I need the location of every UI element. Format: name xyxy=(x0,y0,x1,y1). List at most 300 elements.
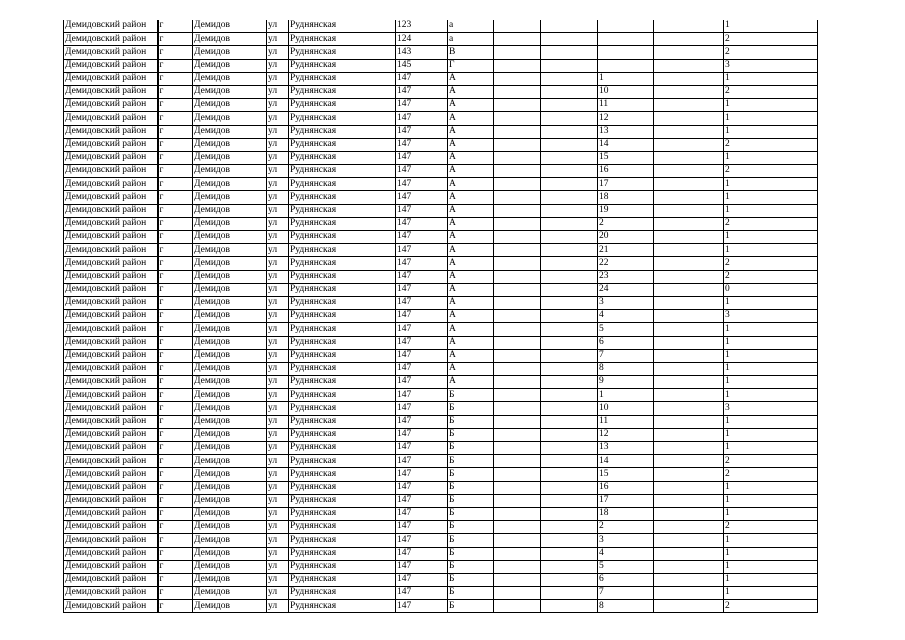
block-cell xyxy=(541,600,598,613)
street-cell: Руднянская xyxy=(289,494,396,507)
block-cell xyxy=(541,257,598,270)
structure-cell xyxy=(494,72,541,85)
table-row xyxy=(64,151,818,164)
table-row xyxy=(64,72,818,85)
district-cell: Демидовский район xyxy=(64,468,158,481)
count-cell: 2 xyxy=(724,138,818,151)
table-row xyxy=(64,560,818,573)
count-cell: 1 xyxy=(724,442,818,455)
street-type-cell: ул xyxy=(267,138,289,151)
room-cell xyxy=(654,507,724,520)
district-cell: Демидовский район xyxy=(64,521,158,534)
locality-cell: Демидов xyxy=(193,547,267,560)
block-cell xyxy=(541,481,598,494)
table-row xyxy=(64,204,818,217)
street-cell: Руднянская xyxy=(289,428,396,441)
street-cell: Руднянская xyxy=(289,455,396,468)
apartment-cell: 2 xyxy=(598,521,654,534)
room-cell xyxy=(654,283,724,296)
building-cell: Б xyxy=(448,481,494,494)
street-cell: Руднянская xyxy=(289,125,396,138)
locality-type-cell: г xyxy=(158,481,193,494)
street-cell: Руднянская xyxy=(289,72,396,85)
street-cell: Руднянская xyxy=(289,336,396,349)
apartment-cell: 7 xyxy=(598,587,654,600)
locality-cell: Демидов xyxy=(193,99,267,112)
street-cell: Руднянская xyxy=(289,362,396,375)
building-cell: Б xyxy=(448,442,494,455)
count-cell: 1 xyxy=(724,349,818,362)
apartment-cell: 12 xyxy=(598,112,654,125)
locality-cell: Демидов xyxy=(193,112,267,125)
district-cell: Демидовский район xyxy=(64,125,158,138)
structure-cell xyxy=(494,85,541,98)
street-type-cell: ул xyxy=(267,534,289,547)
apartment-cell: 23 xyxy=(598,270,654,283)
locality-cell: Демидов xyxy=(193,151,267,164)
structure-cell xyxy=(494,547,541,560)
building-cell: А xyxy=(448,283,494,296)
table-row xyxy=(64,99,818,112)
street-type-cell: ул xyxy=(267,270,289,283)
structure-cell xyxy=(494,481,541,494)
district-cell: Демидовский район xyxy=(64,257,158,270)
building-cell: Б xyxy=(448,468,494,481)
count-cell: 2 xyxy=(724,217,818,230)
district-cell: Демидовский район xyxy=(64,151,158,164)
apartment-cell: 14 xyxy=(598,455,654,468)
apartment-cell: 6 xyxy=(598,573,654,586)
district-cell: Демидовский район xyxy=(64,547,158,560)
district-cell: Демидовский район xyxy=(64,178,158,191)
locality-type-cell: г xyxy=(158,323,193,336)
room-cell xyxy=(654,20,724,33)
table-row xyxy=(64,362,818,375)
district-cell: Демидовский район xyxy=(64,204,158,217)
locality-cell: Демидов xyxy=(193,244,267,257)
district-cell: Демидовский район xyxy=(64,389,158,402)
building-cell: А xyxy=(448,112,494,125)
room-cell xyxy=(654,138,724,151)
block-cell xyxy=(541,204,598,217)
street-type-cell: ул xyxy=(267,178,289,191)
table-row xyxy=(64,257,818,270)
count-cell: 1 xyxy=(724,573,818,586)
building-cell: А xyxy=(448,151,494,164)
apartment-cell: 18 xyxy=(598,507,654,520)
locality-type-cell: г xyxy=(158,99,193,112)
structure-cell xyxy=(494,600,541,613)
building-cell: А xyxy=(448,204,494,217)
structure-cell xyxy=(494,468,541,481)
structure-cell xyxy=(494,349,541,362)
building-cell: А xyxy=(448,310,494,323)
locality-cell: Демидов xyxy=(193,389,267,402)
locality-type-cell: г xyxy=(158,310,193,323)
locality-cell: Демидов xyxy=(193,560,267,573)
building-cell: А xyxy=(448,217,494,230)
district-cell: Демидовский район xyxy=(64,402,158,415)
locality-cell: Демидов xyxy=(193,165,267,178)
table-row xyxy=(64,547,818,560)
house-cell: 147 xyxy=(396,217,448,230)
locality-type-cell: г xyxy=(158,125,193,138)
house-cell: 147 xyxy=(396,296,448,309)
apartment-cell: 8 xyxy=(598,362,654,375)
room-cell xyxy=(654,455,724,468)
house-cell: 143 xyxy=(396,46,448,59)
building-cell: А xyxy=(448,178,494,191)
count-cell: 1 xyxy=(724,231,818,244)
locality-type-cell: г xyxy=(158,494,193,507)
block-cell xyxy=(541,573,598,586)
apartment-cell: 15 xyxy=(598,151,654,164)
block-cell xyxy=(541,125,598,138)
street-cell: Руднянская xyxy=(289,46,396,59)
table-row xyxy=(64,323,818,336)
house-cell: 147 xyxy=(396,455,448,468)
street-type-cell: ул xyxy=(267,231,289,244)
table-row xyxy=(64,191,818,204)
locality-cell: Демидов xyxy=(193,442,267,455)
locality-cell: Демидов xyxy=(193,455,267,468)
locality-type-cell: г xyxy=(158,507,193,520)
house-cell: 147 xyxy=(396,178,448,191)
locality-type-cell: г xyxy=(158,257,193,270)
house-cell: 147 xyxy=(396,323,448,336)
block-cell xyxy=(541,415,598,428)
street-type-cell: ул xyxy=(267,349,289,362)
locality-type-cell: г xyxy=(158,72,193,85)
structure-cell xyxy=(494,244,541,257)
table-row xyxy=(64,138,818,151)
locality-type-cell: г xyxy=(158,442,193,455)
street-cell: Руднянская xyxy=(289,349,396,362)
district-cell: Демидовский район xyxy=(64,494,158,507)
count-cell: 1 xyxy=(724,323,818,336)
table-row xyxy=(64,389,818,402)
count-cell: 1 xyxy=(724,481,818,494)
district-cell: Демидовский район xyxy=(64,534,158,547)
building-cell: А xyxy=(448,165,494,178)
structure-cell xyxy=(494,112,541,125)
count-cell: 1 xyxy=(724,151,818,164)
street-cell: Руднянская xyxy=(289,442,396,455)
count-cell: 1 xyxy=(724,244,818,257)
street-type-cell: ул xyxy=(267,600,289,613)
street-type-cell: ул xyxy=(267,296,289,309)
building-cell: Б xyxy=(448,534,494,547)
street-type-cell: ул xyxy=(267,336,289,349)
room-cell xyxy=(654,349,724,362)
apartment-cell: 5 xyxy=(598,560,654,573)
street-type-cell: ул xyxy=(267,547,289,560)
house-cell: 147 xyxy=(396,415,448,428)
block-cell xyxy=(541,494,598,507)
building-cell: В xyxy=(448,46,494,59)
district-cell: Демидовский район xyxy=(64,573,158,586)
apartment-cell: 12 xyxy=(598,428,654,441)
locality-type-cell: г xyxy=(158,231,193,244)
block-cell xyxy=(541,521,598,534)
count-cell: 1 xyxy=(724,296,818,309)
block-cell xyxy=(541,362,598,375)
district-cell: Демидовский район xyxy=(64,99,158,112)
count-cell: 1 xyxy=(724,494,818,507)
house-cell: 147 xyxy=(396,481,448,494)
block-cell xyxy=(541,99,598,112)
street-type-cell: ул xyxy=(267,428,289,441)
street-type-cell: ул xyxy=(267,560,289,573)
locality-type-cell: г xyxy=(158,455,193,468)
room-cell xyxy=(654,33,724,46)
count-cell: 1 xyxy=(724,125,818,138)
room-cell xyxy=(654,72,724,85)
apartment-cell: 18 xyxy=(598,191,654,204)
count-cell: 1 xyxy=(724,336,818,349)
apartment-cell: 19 xyxy=(598,204,654,217)
locality-type-cell: г xyxy=(158,336,193,349)
house-cell: 147 xyxy=(396,112,448,125)
block-cell xyxy=(541,507,598,520)
locality-cell: Демидов xyxy=(193,507,267,520)
count-cell: 1 xyxy=(724,99,818,112)
street-type-cell: ул xyxy=(267,217,289,230)
room-cell xyxy=(654,310,724,323)
house-cell: 147 xyxy=(396,376,448,389)
table-row xyxy=(64,376,818,389)
locality-cell: Демидов xyxy=(193,402,267,415)
room-cell xyxy=(654,99,724,112)
locality-type-cell: г xyxy=(158,46,193,59)
street-type-cell: ул xyxy=(267,151,289,164)
structure-cell xyxy=(494,151,541,164)
building-cell: А xyxy=(448,296,494,309)
count-cell: 2 xyxy=(724,46,818,59)
street-type-cell: ул xyxy=(267,442,289,455)
street-cell: Руднянская xyxy=(289,587,396,600)
locality-type-cell: г xyxy=(158,534,193,547)
street-cell: Руднянская xyxy=(289,138,396,151)
building-cell: Б xyxy=(448,547,494,560)
building-cell: Б xyxy=(448,573,494,586)
table-row xyxy=(64,231,818,244)
building-cell: А xyxy=(448,72,494,85)
street-type-cell: ул xyxy=(267,59,289,72)
building-cell: А xyxy=(448,99,494,112)
street-type-cell: ул xyxy=(267,33,289,46)
building-cell: Б xyxy=(448,428,494,441)
table-row xyxy=(64,217,818,230)
block-cell xyxy=(541,442,598,455)
house-cell: 147 xyxy=(396,138,448,151)
structure-cell xyxy=(494,296,541,309)
block-cell xyxy=(541,165,598,178)
locality-cell: Демидов xyxy=(193,296,267,309)
district-cell: Демидовский район xyxy=(64,310,158,323)
locality-cell: Демидов xyxy=(193,521,267,534)
structure-cell xyxy=(494,573,541,586)
count-cell: 1 xyxy=(724,507,818,520)
locality-cell: Демидов xyxy=(193,468,267,481)
table-row xyxy=(64,85,818,98)
street-type-cell: ул xyxy=(267,362,289,375)
count-cell: 1 xyxy=(724,72,818,85)
building-cell: Б xyxy=(448,521,494,534)
street-type-cell: ул xyxy=(267,402,289,415)
building-cell: Б xyxy=(448,587,494,600)
locality-type-cell: г xyxy=(158,428,193,441)
street-type-cell: ул xyxy=(267,191,289,204)
street-cell: Руднянская xyxy=(289,560,396,573)
count-cell: 1 xyxy=(724,415,818,428)
house-cell: 147 xyxy=(396,573,448,586)
locality-cell: Демидов xyxy=(193,33,267,46)
locality-type-cell: г xyxy=(158,59,193,72)
room-cell xyxy=(654,257,724,270)
street-cell: Руднянская xyxy=(289,165,396,178)
locality-cell: Демидов xyxy=(193,323,267,336)
street-cell: Руднянская xyxy=(289,85,396,98)
room-cell xyxy=(654,204,724,217)
table-row xyxy=(64,283,818,296)
house-cell: 147 xyxy=(396,165,448,178)
count-cell: 1 xyxy=(724,112,818,125)
building-cell: А xyxy=(448,323,494,336)
table-row xyxy=(64,468,818,481)
address-table-body xyxy=(64,20,818,613)
count-cell: 3 xyxy=(724,402,818,415)
locality-type-cell: г xyxy=(158,244,193,257)
apartment-cell: 1 xyxy=(598,72,654,85)
street-type-cell: ул xyxy=(267,112,289,125)
district-cell: Демидовский район xyxy=(64,362,158,375)
street-cell: Руднянская xyxy=(289,507,396,520)
street-type-cell: ул xyxy=(267,165,289,178)
block-cell xyxy=(541,178,598,191)
table-row xyxy=(64,33,818,46)
structure-cell xyxy=(494,362,541,375)
locality-cell: Демидов xyxy=(193,428,267,441)
block-cell xyxy=(541,534,598,547)
structure-cell xyxy=(494,336,541,349)
block-cell xyxy=(541,560,598,573)
district-cell: Демидовский район xyxy=(64,72,158,85)
locality-type-cell: г xyxy=(158,521,193,534)
block-cell xyxy=(541,112,598,125)
street-cell: Руднянская xyxy=(289,402,396,415)
count-cell: 1 xyxy=(724,428,818,441)
street-type-cell: ул xyxy=(267,494,289,507)
table-row xyxy=(64,402,818,415)
apartment-cell: 11 xyxy=(598,415,654,428)
block-cell xyxy=(541,217,598,230)
district-cell: Демидовский район xyxy=(64,336,158,349)
room-cell xyxy=(654,560,724,573)
building-cell: а xyxy=(448,20,494,33)
apartment-cell: 3 xyxy=(598,534,654,547)
count-cell: 2 xyxy=(724,600,818,613)
house-cell: 147 xyxy=(396,99,448,112)
district-cell: Демидовский район xyxy=(64,46,158,59)
locality-cell: Демидов xyxy=(193,72,267,85)
apartment-cell: 13 xyxy=(598,442,654,455)
locality-cell: Демидов xyxy=(193,587,267,600)
district-cell: Демидовский район xyxy=(64,191,158,204)
district-cell: Демидовский район xyxy=(64,600,158,613)
building-cell: Б xyxy=(448,494,494,507)
block-cell xyxy=(541,547,598,560)
locality-cell: Демидов xyxy=(193,270,267,283)
locality-type-cell: г xyxy=(158,349,193,362)
district-cell: Демидовский район xyxy=(64,283,158,296)
room-cell xyxy=(654,600,724,613)
room-cell xyxy=(654,336,724,349)
count-cell: 1 xyxy=(724,547,818,560)
locality-cell: Демидов xyxy=(193,191,267,204)
count-cell: 2 xyxy=(724,165,818,178)
count-cell: 2 xyxy=(724,257,818,270)
street-cell: Руднянская xyxy=(289,257,396,270)
house-cell: 145 xyxy=(396,59,448,72)
room-cell xyxy=(654,362,724,375)
locality-cell: Демидов xyxy=(193,20,267,33)
locality-type-cell: г xyxy=(158,296,193,309)
locality-cell: Демидов xyxy=(193,231,267,244)
district-cell: Демидовский район xyxy=(64,165,158,178)
house-cell: 147 xyxy=(396,389,448,402)
table-row xyxy=(64,587,818,600)
locality-cell: Демидов xyxy=(193,481,267,494)
apartment-cell xyxy=(598,59,654,72)
block-cell xyxy=(541,231,598,244)
locality-cell: Демидов xyxy=(193,336,267,349)
room-cell xyxy=(654,191,724,204)
room-cell xyxy=(654,428,724,441)
district-cell: Демидовский район xyxy=(64,481,158,494)
apartment-cell: 6 xyxy=(598,336,654,349)
count-cell: 1 xyxy=(724,560,818,573)
table-row xyxy=(64,59,818,72)
building-cell: Б xyxy=(448,560,494,573)
district-cell: Демидовский район xyxy=(64,560,158,573)
table-row xyxy=(64,573,818,586)
locality-type-cell: г xyxy=(158,112,193,125)
house-cell: 147 xyxy=(396,125,448,138)
locality-type-cell: г xyxy=(158,165,193,178)
apartment-cell: 7 xyxy=(598,349,654,362)
room-cell xyxy=(654,217,724,230)
street-type-cell: ул xyxy=(267,99,289,112)
house-cell: 147 xyxy=(396,362,448,375)
street-cell: Руднянская xyxy=(289,468,396,481)
apartment-cell xyxy=(598,33,654,46)
district-cell: Демидовский район xyxy=(64,428,158,441)
structure-cell xyxy=(494,507,541,520)
locality-type-cell: г xyxy=(158,33,193,46)
count-cell: 1 xyxy=(724,534,818,547)
count-cell: 3 xyxy=(724,310,818,323)
street-cell: Руднянская xyxy=(289,20,396,33)
structure-cell xyxy=(494,270,541,283)
building-cell: А xyxy=(448,336,494,349)
count-cell: 1 xyxy=(724,376,818,389)
street-cell: Руднянская xyxy=(289,231,396,244)
locality-type-cell: г xyxy=(158,178,193,191)
locality-type-cell: г xyxy=(158,587,193,600)
locality-cell: Демидов xyxy=(193,204,267,217)
apartment-cell: 17 xyxy=(598,178,654,191)
